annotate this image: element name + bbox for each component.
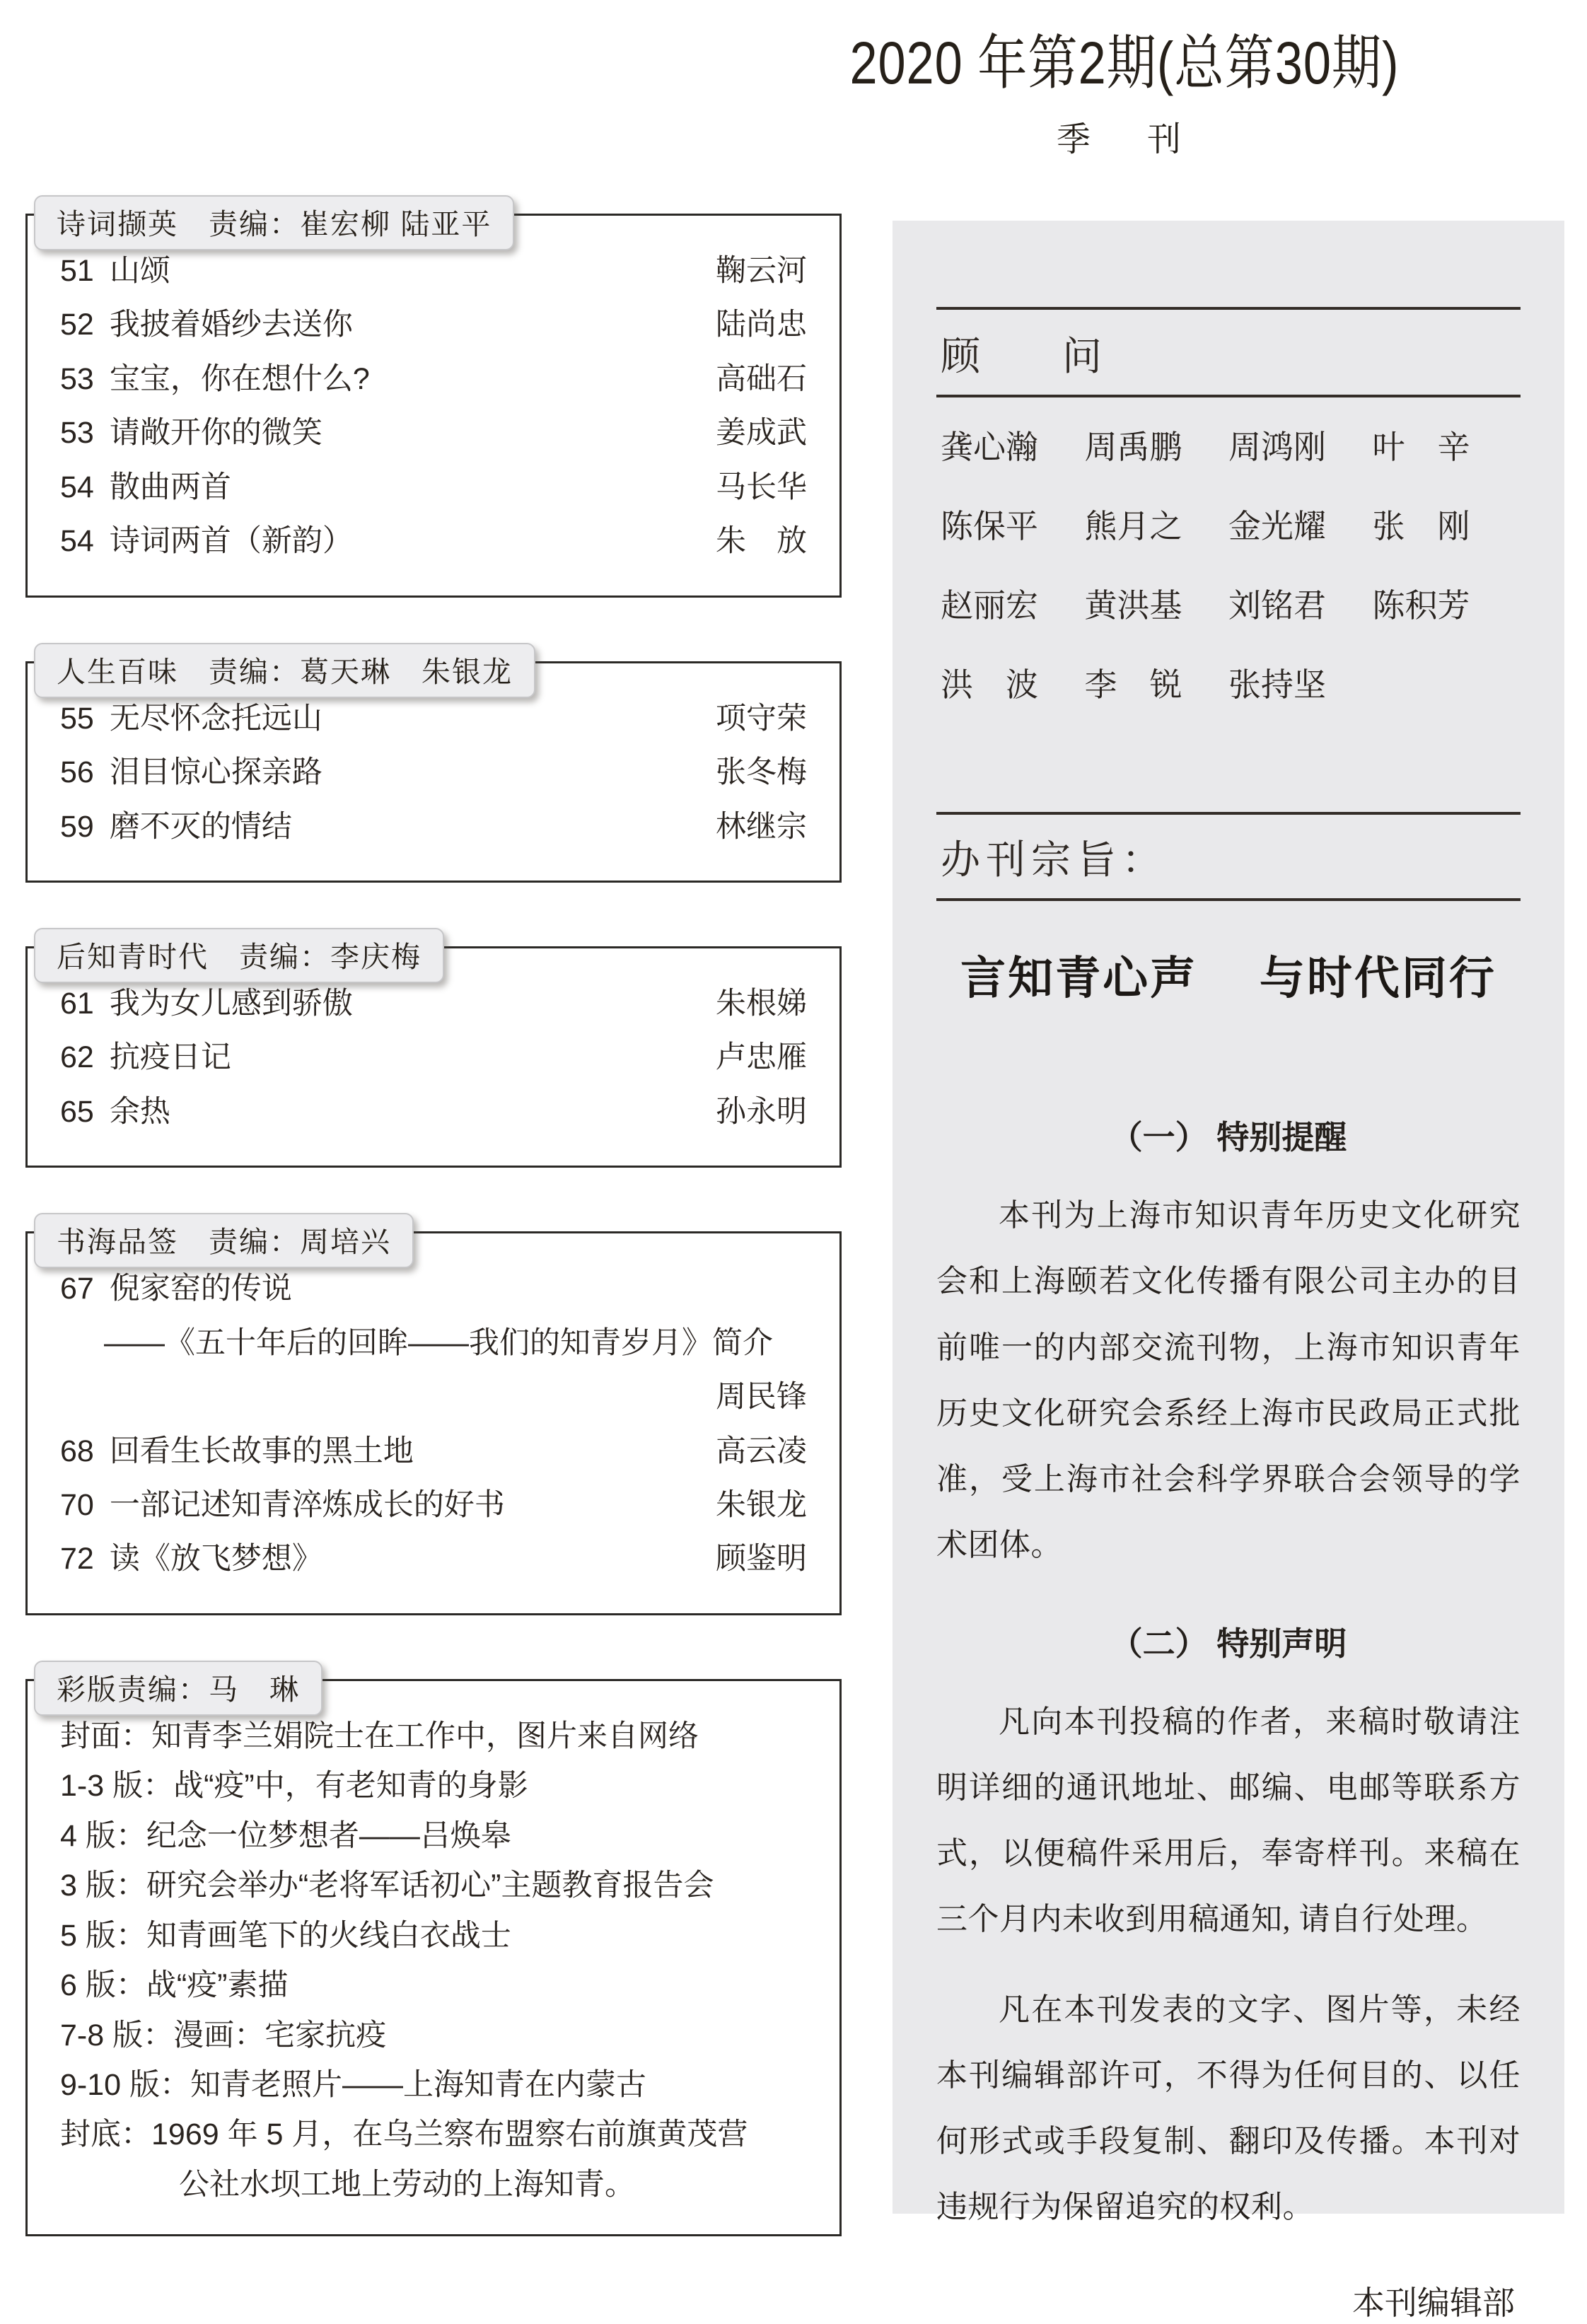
page-number: 68 <box>60 1434 94 1468</box>
section-box <box>25 1231 842 1615</box>
notice-heading-2: （二） 特别声明 <box>1110 1625 1347 1662</box>
article-author: 卢忠雁 <box>716 1040 807 1075</box>
list-item: 5 版：知青画笔下的火线白衣战士 <box>60 1918 511 1953</box>
table-row <box>60 524 807 559</box>
section-box <box>25 1679 842 2236</box>
notice-paragraph: 凡在本刊发表的文字、图片等，未经本刊编辑部许可，不得为任何目的、以任何形式或手段复制、翻印及传播。本刊对违规行为保留追究的权利。 <box>936 1992 1521 2225</box>
table-row <box>60 702 807 736</box>
table-row <box>60 308 807 342</box>
divider <box>936 395 1521 397</box>
article-title: 山颂 <box>109 254 170 288</box>
article-author: 高础石 <box>716 361 807 396</box>
table-row <box>60 470 807 505</box>
list-item: 1-3 版：战“疫”中，有老知青的身影 <box>60 1769 528 1803</box>
list-item-continuation: 公社水坝工地上劳动的上海知青。 <box>179 2167 635 2202</box>
list-item: 7-8 版：漫画：宅家抗疫 <box>60 2018 387 2052</box>
advisor-name: 金光耀 <box>1228 508 1326 545</box>
article-title: 一部记述知青淬炼成长的好书 <box>109 1488 505 1522</box>
list-item: 4 版：纪念一位梦想者——吕焕皋 <box>60 1818 511 1853</box>
table-row <box>60 1488 807 1523</box>
article-author: 林继宗 <box>716 809 807 844</box>
toc-section-color-pages <box>25 1661 842 2236</box>
table-row <box>60 1272 807 1306</box>
page-number: 53 <box>60 416 94 451</box>
page-number: 61 <box>60 986 94 1021</box>
list-item: 9-10 版：知青老照片——上海知青在内蒙古 <box>60 2067 647 2102</box>
advisor-name: 陈保平 <box>941 508 1038 545</box>
article-author: 周民锋 <box>716 1380 807 1414</box>
advisor-name: 洪 波 <box>941 666 1038 703</box>
table-row-author <box>60 1380 807 1414</box>
article-author: 姜成武 <box>716 416 807 451</box>
list-item: 3 版：研究会举办“老将军话初心”主题教育报告会 <box>60 1869 714 1903</box>
page-number: 51 <box>60 254 94 288</box>
table-row <box>60 1095 807 1129</box>
page-number: 67 <box>60 1272 94 1306</box>
article-title: 余热 <box>109 1094 170 1129</box>
masthead <box>792 16 1457 161</box>
article-author: 张冬梅 <box>716 755 807 790</box>
advisor-name: 张持坚 <box>1228 666 1326 703</box>
section-box <box>25 214 842 598</box>
page-number: 65 <box>60 1094 94 1129</box>
page-number: 52 <box>60 308 94 342</box>
table-row <box>60 987 807 1021</box>
divider <box>936 898 1521 901</box>
table-row <box>60 416 807 451</box>
advisor-name: 陈积芳 <box>1372 587 1470 624</box>
article-author: 顾鉴明 <box>716 1542 807 1576</box>
article-author: 马长华 <box>716 470 807 504</box>
article-author: 朱银龙 <box>716 1488 807 1522</box>
page-number: 62 <box>60 1040 94 1075</box>
advisor-name: 叶 辛 <box>1372 429 1470 465</box>
notice-paragraph: 凡向本刊投稿的作者，来稿时敬请注明详细的通讯地址、邮编、电邮等联系方式，以便稿件采用后，奉寄样刊。来稿在三个月内未收到用稿通知, 请自行处理。 <box>936 1704 1521 1937</box>
section-header-badge: 彩版责编：马 琳 <box>34 1661 322 1716</box>
article-author: 孙永明 <box>716 1094 807 1129</box>
table-row <box>60 254 807 289</box>
page-number: 70 <box>60 1488 94 1522</box>
toc-column <box>25 195 842 2282</box>
page-number: 54 <box>60 470 94 504</box>
article-title: 诗词两首（新韵） <box>109 524 353 559</box>
advisor-name: 李 锐 <box>1084 666 1182 703</box>
article-subtitle: ——《五十年后的回眸——我们的知青岁月》简介 <box>104 1325 773 1360</box>
article-title: 读《放飞梦想》 <box>109 1542 322 1576</box>
advisor-name: 刘铭君 <box>1228 587 1326 624</box>
list-item: 6 版：战“疫”素描 <box>60 1968 289 2003</box>
advisors-label: 顾 问 <box>941 334 1123 378</box>
article-title: 我披着婚纱去送你 <box>109 308 353 342</box>
advisors-name-grid <box>941 422 1516 706</box>
edition-label: 季 刊 <box>1056 121 1192 158</box>
advisor-name: 龚心瀚 <box>941 429 1038 465</box>
info-panel <box>893 221 1564 2321</box>
article-author: 高云凌 <box>716 1434 807 1468</box>
advisor-name: 赵丽宏 <box>941 587 1038 624</box>
article-title: 抗疫日记 <box>109 1040 231 1075</box>
advisor-name: 张 刚 <box>1372 508 1470 545</box>
article-title: 泪目惊心探亲路 <box>109 755 322 790</box>
table-row <box>60 810 807 844</box>
article-title: 散曲两首 <box>109 470 231 504</box>
article-title: 磨不灭的情结 <box>109 809 292 844</box>
page-number: 56 <box>60 755 94 790</box>
advisor-name: 黄洪基 <box>1084 587 1182 624</box>
list-item: 封面：知青李兰娟院士在工作中，图片来自网络 <box>60 1719 699 1753</box>
table-row <box>60 1040 807 1075</box>
toc-section-books <box>25 1213 842 1615</box>
notice-heading-1: （一） 特别提醒 <box>1110 1119 1347 1156</box>
table-row <box>60 1434 807 1469</box>
article-author: 鞠云河 <box>716 254 807 288</box>
section-header-badge: 后知青时代 责编：李庆梅 <box>34 928 444 983</box>
article-author: 朱 放 <box>716 524 807 559</box>
notice-paragraph: 本刊为上海市知识青年历史文化研究会和上海颐若文化传播有限公司主办的目前唯一的内部交流刊物，上海市知识青年历史文化研究会系经上海市民政局正式批准，受上海市社会科学界联合会领导的学术团体。 <box>936 1198 1521 1563</box>
article-title: 请敞开你的微笑 <box>109 416 322 451</box>
section-header-badge: 书海品签 责编：周培兴 <box>34 1213 414 1268</box>
toc-section-poetry <box>25 195 842 598</box>
page-number: 59 <box>60 809 94 844</box>
advisor-name: 周禹鹏 <box>1084 429 1182 465</box>
article-author: 项守荣 <box>716 701 807 736</box>
page-number: 55 <box>60 701 94 736</box>
mission-label: 办刊宗旨： <box>941 837 1167 882</box>
page-number: 72 <box>60 1542 94 1576</box>
editorial-signature: 本刊编辑部 <box>1352 2284 1515 2321</box>
list-item: 封底：1969 年 5 月，在乌兰察布盟察右前旗黄茂营 <box>60 2117 748 2152</box>
article-title: 我为女儿感到骄傲 <box>109 986 353 1021</box>
article-title: 回看生长故事的黑土地 <box>109 1434 414 1468</box>
table-row <box>60 755 807 790</box>
table-row <box>60 362 807 397</box>
issue-title: 2020 年第2期(总第30期) <box>849 29 1400 96</box>
mission-block <box>936 812 1521 1007</box>
section-header-badge: 诗词撷英 责编：崔宏柳 陆亚平 <box>34 195 514 250</box>
toc-section-life <box>25 643 842 883</box>
table-row <box>60 1542 807 1576</box>
article-title: 宝宝，你在想什么? <box>109 361 370 396</box>
mission-slogan: 言知青心声 与时代同行 <box>960 953 1496 1004</box>
article-author: 朱根娣 <box>716 986 807 1021</box>
article-title: 无尽怀念托远山 <box>109 701 322 736</box>
advisors-block <box>936 307 1521 706</box>
page-number: 53 <box>60 361 94 396</box>
page-number: 54 <box>60 524 94 559</box>
toc-section-post-zhiqing <box>25 928 842 1168</box>
article-title: 倪家窑的传说 <box>109 1272 292 1306</box>
notices-block <box>936 1112 1521 2324</box>
advisor-name: 周鸿刚 <box>1228 429 1326 465</box>
table-row-subtitle <box>60 1326 807 1361</box>
section-header-badge: 人生百味 责编：葛天琳 朱银龙 <box>34 643 535 698</box>
advisor-name: 熊月之 <box>1084 508 1182 545</box>
article-author: 陆尚忠 <box>716 308 807 342</box>
